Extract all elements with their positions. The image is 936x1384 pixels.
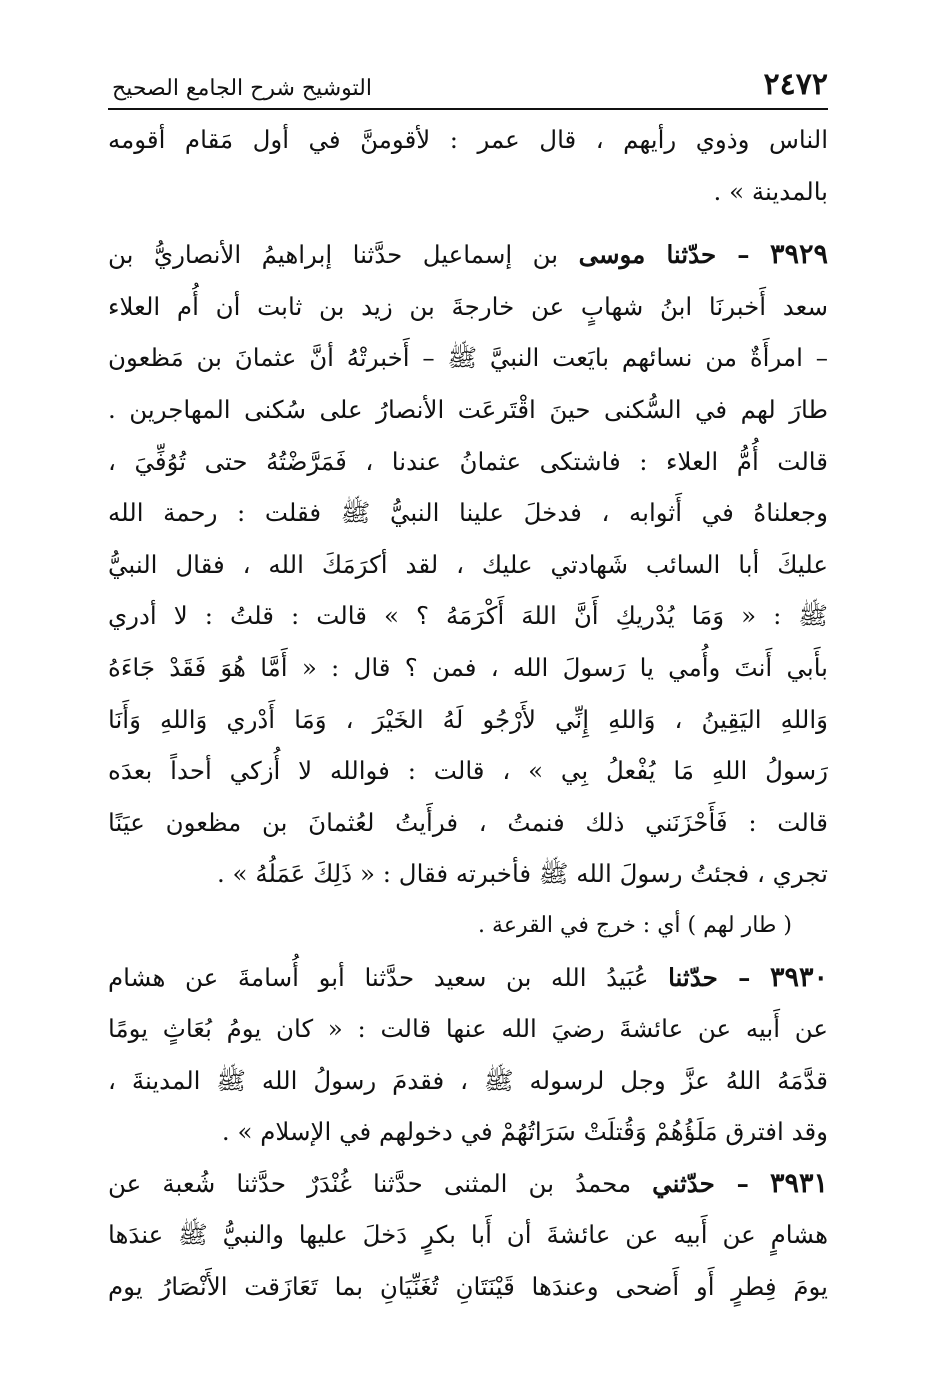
text-line: وجعلناهُ في أَثوابه ، فدخلَ علينا النبيُّ ﷺ فقلت : رحمة الله — [108, 498, 828, 528]
text-line: قالت : فَأَحْزَنَني ذلك فنمتُ ، فرأَيتُ لعُثمانَ بن مظعون عيَنًا — [108, 807, 828, 837]
text-line: رَسولُ اللهِ مَا يُفْعلُ بِي » ، قالت : فوالله لا أُزكي أحداً بعدَه — [108, 756, 828, 786]
text-line: هشامٍ عن أَبيه عن عائشةَ أن أَبا بكرٍ دَخلَ عليها والنبيُّ ﷺ عندَها — [108, 1220, 828, 1250]
text-line: تجري ، فجئتُ رسولَ الله ﷺ فأخبرته فقال : « ذَلِكَ عَمَلُهُ » . — [216, 859, 828, 889]
text-line: يومَ فِطرٍ أَو أَضحى وعندَها قَيْنَتَانِ تُغَنِّيَانِ بما تَعَازَقت الأَنْصَارُ يوم — [108, 1272, 828, 1302]
text-line: طارَ لهم في السُّكنى حينَ اقْتَرعَت الأنصارُ على سُكنى المهاجرين . — [108, 394, 828, 424]
hadith-lead: – حدّثنا موسى — [578, 240, 750, 270]
book-page — [108, 62, 828, 1362]
hadith-text: محمدُ بن المثنى حدَّثنا غُنْدَرٌ حدَّثنا شُعبة عن — [108, 1168, 632, 1198]
hadith-3929 — [108, 229, 828, 951]
text-line: الناس وذوي رأيهم ، قال عمر : لأقومنَّ في أول مَقام أقومه — [108, 125, 828, 154]
text-line: وَاللهِ اليَقِينُ ، وَاللهِ إِنِّي لأَرْجُو لَهُ الخَيْرَ ، وَمَا أَدْري وَاللهِ وَأَنَا — [108, 704, 828, 734]
hadith-number: ٣٩٢٩ — [769, 239, 828, 271]
hadith-lead: – حدّثنا — [668, 962, 751, 992]
text-line: قدَّمَهُ اللهُ عزَّ وجل لرسوله ﷺ ، فقدمَ رسولُ الله ﷺ المدينةَ ، — [108, 1065, 828, 1095]
running-title: التوشيح شرح الجامع الصحيح — [112, 76, 372, 101]
hadith-first-line — [108, 229, 828, 281]
text-line: وقد افترق مَلَؤُهُمْ وَقُتلَتْ سَرَاتُهُمْ في دخولهم في الإسلام » . — [221, 1117, 828, 1147]
hadith-first-line — [108, 952, 828, 1004]
hadith-lead: – حدّثني — [652, 1168, 749, 1198]
text-line: سعد أَخبرنَا ابنُ شهابٍ عن خارجةَ بن زيد بن ثابت أن أُم العلاء — [108, 291, 828, 321]
text-line: عن أَبيه عن عائشةَ رضيَ الله عنها قالت : « كان يومُ بُعَاثٍ يومًا — [108, 1014, 828, 1044]
hadith-number: ٣٩٣١ — [769, 1167, 828, 1199]
intro-paragraph — [108, 114, 828, 217]
page-header — [108, 62, 828, 110]
page-number: ٢٤٧٢ — [763, 67, 828, 102]
hadith-number: ٣٩٣٠ — [770, 961, 828, 993]
hadith-3930 — [108, 952, 828, 1158]
hadith-text: بن إسماعيل حدَّثنا إبراهيمُ الأنصاريُّ بن — [108, 240, 559, 270]
text-line: ﷺ : « وَمَا يُدْريكِ أَنَّ اللهَ أَكْرَمَهُ ؟ » قالت : قلتُ : لا أدري — [108, 601, 828, 631]
page-body — [108, 114, 828, 1313]
hadith-text: عُبَيدُ الله بن سعيد حدَّثنا أبو أُسامةَ عن هشام — [108, 962, 649, 992]
text-line: عليكَ أبا السائب شَهادتي عليك ، لقد أكرَمَكَ الله ، فقال النبيُّ — [108, 549, 828, 579]
hadith-first-line — [108, 1158, 828, 1210]
text-line: بالمدينة » . — [713, 176, 828, 206]
text-line: بأَبي أَنتَ وأُمي يا رَسولَ الله ، فمن ؟ قال : « أَمَّا هُوَ فَقَدْ جَاءَهُ — [108, 652, 828, 682]
text-line: قالت أُمُّ العلاء : فاشتكى عثمانُ عندنا ، فَمَرَّضْتُهُ حتى تُوُفِّيَ ، — [108, 446, 828, 476]
hadith-3931 — [108, 1158, 828, 1313]
gloss-line: ( طار لهم ) أي : خرج في القرعة . — [478, 912, 792, 938]
text-line: – امرأَةٌ من نسائهم بايَعت النبيَّ ﷺ – أَخبرتْهُ أنَّ عثمانَ بن مَظعون — [108, 343, 828, 373]
